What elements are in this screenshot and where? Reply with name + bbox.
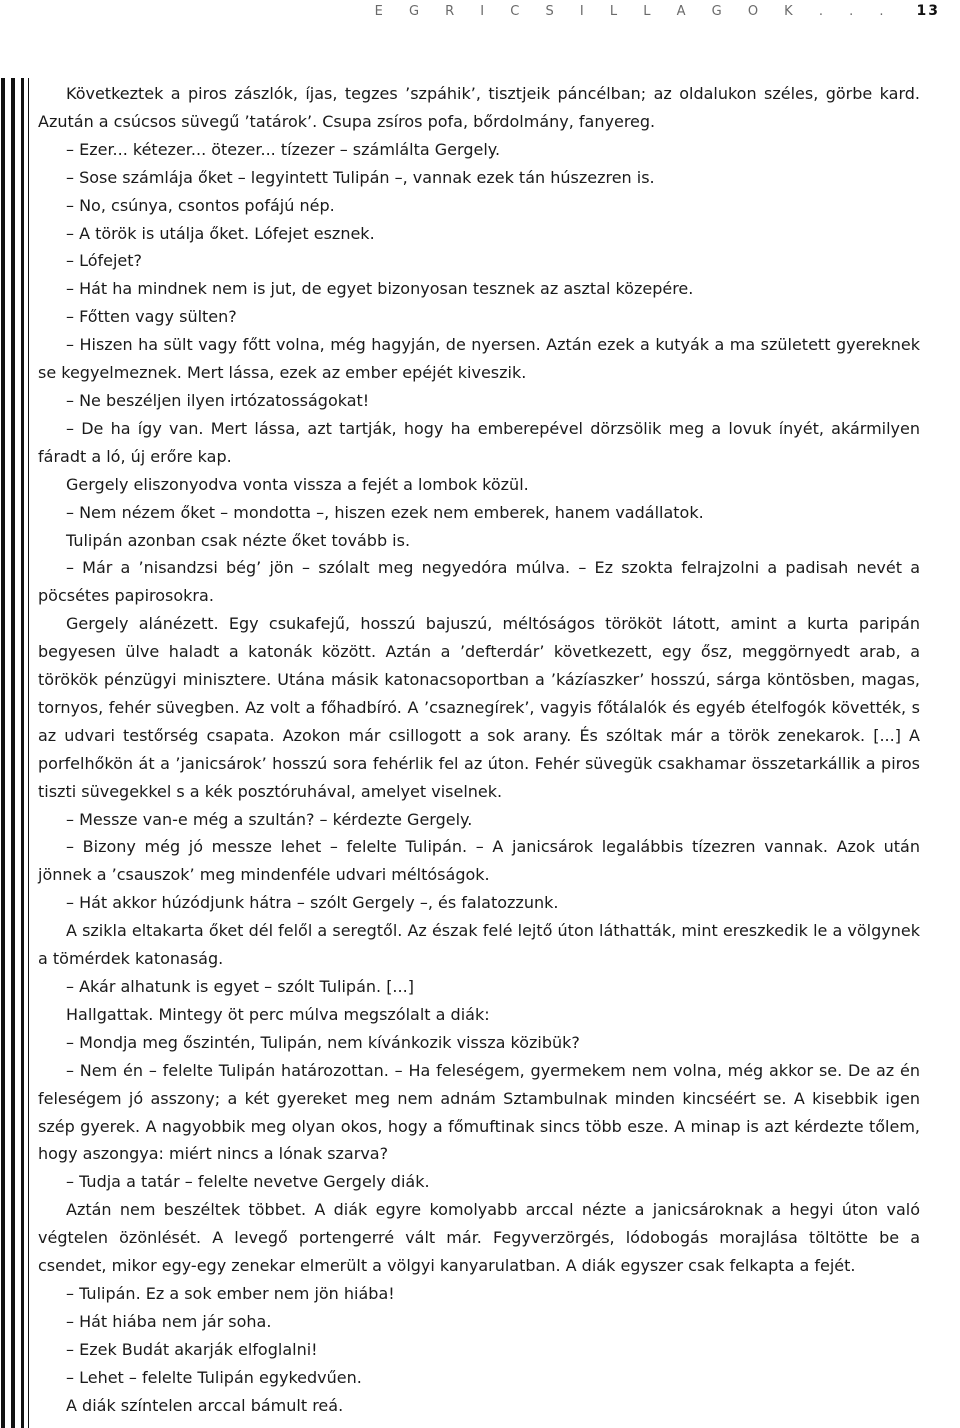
paragraph: – Ne beszéljen ilyen irtózatosságokat! [66,390,370,410]
paragraph: – Tudja a tatár – felelte nevetve Gergely diák. [66,1172,430,1192]
margin-bar [11,78,15,1428]
paragraph: – Hát akkor húzódjunk hátra – szólt Gergely –, és falatozzunk. [66,893,559,913]
paragraph: – Hát hiába nem jár soha. [66,1311,272,1331]
paragraph: – Mondja meg őszintén, Tulipán, nem kívánkozik vissza közibük? [66,1032,580,1052]
paragraph: – No, csúnya, csontos pofájú nép. [66,195,335,215]
paragraph: – Nem nézem őket – mondotta –, hiszen ezek nem emberek, hanem vadállatok. [66,502,704,522]
paragraph: – Hát ha mindnek nem is jut, de egyet bizonyosan tesznek az asztal közepére. [66,279,694,299]
paragraph: A szikla eltakarta őket dél felől a seregtől. Az észak felé lejtő úton láthatták, mint ereszkedik le a völgynek a tömérdek katonaság. [38,921,920,969]
paragraph: – Ezer... kétezer... ötezer... tízezer – számlálta Gergely. [66,139,501,159]
paragraph: Aztán nem beszéltek többet. A diák egyre komolyabb arccal nézte a janicsároknak a hegyi úton való végtelen özönlését. A levegő portengerré vált már. Fegyverzörgés, lódobogás morajlása töltötte be a csendet, mikor egy-egy zenekar elmerült a völgyi kanyarulatban. A diák egyszer csak felkapta a fejét. [38,1200,920,1276]
paragraph: – Bizony még jó messze lehet – felelte Tulipán. – A janicsárok legalábbis tízezren vannak. Azok után jönnek a ’csauszok’ meg mindenféle udvari méltóságok. [38,837,920,885]
paragraph: – Főtten vagy sülten? [66,307,237,327]
paragraph: Hallgattak. Mintegy öt perc múlva megszólalt a diák: [66,1004,490,1024]
margin-bar [1,78,5,1428]
page-header [375,0,940,22]
paragraph: Következtek a piros zászlók, íjas, tegzes ’szpáhik’, tisztjeik páncélban; az oldalukon széles, görbe kard. Azután a csúcsos süvegű ’tatárok’. Csupa zsíros pofa, bőrdolmány, fanyereg. [38,84,920,131]
body-text [38,80,920,1420]
paragraph: – Lófejet? [66,251,143,271]
paragraph: – A török is utálja őket. Lófejet esznek. [66,223,375,243]
paragraph: A diák színtelen arccal bámult reá. [66,1395,344,1415]
paragraph: – Tulipán. Ez a sok ember nem jön hiába! [66,1283,395,1303]
paragraph: – Nem én – felelte Tulipán határozottan. – Ha feleségem, gyermekem nem volna, még akkor se. De az én feleségem jó asszony; a két gyereket meg nem adnám Sztambulnak minden kincséért se. A kisebbik igen szép gyerek. A nagyobbik meg olyan okos, hogy a főmuftinak sincs több esze. A minap is azt kérdezte tőlem, hogy aszongya: miért nincs a lónak szarva? [38,1060,920,1164]
paragraph: – Hiszen ha sült vagy főtt volna, még hagyján, de nyersen. Aztán ezek a kutyák a ma született gyereknek se kegyelmeznek. Mert lássa, ezek az ember epéjét kiveszik. [38,335,920,383]
margin-bars-decoration [0,78,32,1428]
paragraph: – Lehet – felelte Tulipán egykedvűen. [66,1367,362,1387]
paragraph: – Messze van-e még a szultán? – kérdezte Gergely. [66,809,473,829]
paragraph: Tulipán azonban csak nézte őket tovább is. [66,530,411,550]
paragraph: Gergely eliszonyodva vonta vissza a fejét a lombok közül. [66,474,529,494]
paragraph: – Ezek Budát akarják elfoglalni! [66,1339,318,1359]
running-title: E G R I C S I L L A G O K . . . [374,3,895,19]
page-number: 13 [916,3,940,19]
paragraph: – Sose számlája őket – legyintett Tulipán –, vannak ezek tán húszezren is. [66,167,655,187]
paragraph: – Akár alhatunk is egyet – szólt Tulipán. [...] [66,977,414,996]
paragraph: – De ha így van. Mert lássa, azt tartják, hogy ha emberepével dörzsölik meg a lovuk ínyét, akármilyen fáradt a ló, új erőre kap. [38,418,920,466]
paragraph: Gergely alánézett. Egy csukafejű, hosszú bajuszú, méltóságos törököt látott, amint a kurta paripán begyesen ülve haladt a katonák között. Aztán a ’defterdár’ következett, egy ősz, meggörnyedt arab, a törökök pénzügyi minisztere. Utána másik katonacsoportban a ’kázíaszker’ hosszú, sárga köntösben, magas, tornyos, fehér süvegben. Az volt a főhadbíró. A ’csaznegírek’, vagyis főtálalók és egyéb ételfogók követték, s az udvari testőrség csapata. Azokon már csillogott a sok arany. És szóltak már a török zenekarok. [...] A porfelhőkön át a ’janicsárok’ hosszú sora fehérlik fel az úton. Fehér süvegük csakhamar összetarkállik a piros tiszti süvegekkel s a kék posztóruhával, amelyet viselnek. [38,614,920,801]
margin-bar [28,78,29,1428]
paragraph: – Már a ’nisandzsi bég’ jön – szólalt meg negyedóra múlva. – Ez szokta felrajzolni a padisah nevét a pöcsétes papirosokra. [38,558,920,606]
margin-bar [21,78,24,1428]
